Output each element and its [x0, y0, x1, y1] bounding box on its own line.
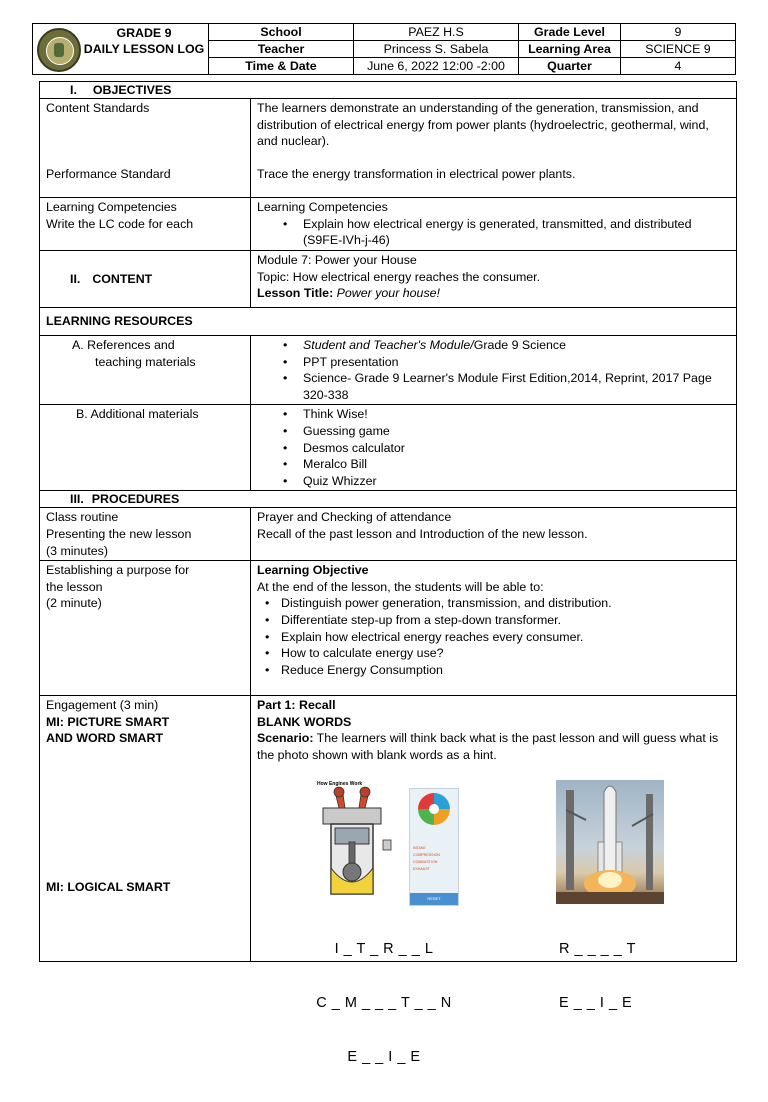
module-text: Module 7: Power your House [257, 253, 417, 267]
purpose-label-cell [40, 561, 251, 696]
content-heading-text: CONTENT [92, 271, 153, 286]
content-heading [40, 251, 251, 308]
objectives-heading-text: OBJECTIVES [92, 83, 172, 97]
rocket-launch-icon [556, 780, 664, 904]
lesson-title-label: Lesson Title: [257, 286, 334, 301]
material-item: • Quiz Whizzer [257, 473, 730, 490]
standards-text-cell [251, 99, 737, 198]
blank-words-right [559, 904, 669, 1048]
objective-item: • Explain how electrical energy reaches every consumer. [257, 629, 730, 646]
engine-diagram-icon [313, 784, 399, 902]
content-text-cell [251, 251, 737, 308]
standards-label-cell [40, 99, 251, 198]
purpose-duration: (2 minute) [46, 596, 102, 611]
time-date-value: June 6, 2022 12:00 -2:00 [354, 58, 519, 75]
presenting-label: Presenting the new lesson [46, 526, 192, 541]
topic-text: Topic: How electrical energy reaches the consumer. [257, 269, 541, 284]
competency-item: • Explain how electrical energy is generated, transmitted, and distributed (S9FE-IVh-j-46) [257, 216, 730, 249]
panel-item: INTAKE [413, 845, 426, 850]
header-table [32, 23, 736, 75]
competency-title: Learning Competencies [257, 200, 388, 214]
reference-item-module [257, 337, 730, 354]
scenario-label: Scenario: [257, 731, 314, 746]
reference-item-learners-module: • Science- Grade 9 Learner's Module First Edition,2014, Reprint, 2017 Page 320-338 [257, 370, 730, 403]
scenario-text: The learners will think back what is the past lesson and will guess what is the photo shown with blank words as a hint. [257, 731, 719, 762]
objectives-heading-num: I. [70, 83, 77, 97]
performance-standard-label: Performance Standard [46, 166, 171, 181]
engine-image [313, 776, 463, 904]
grade-level-label: Grade Level [519, 24, 621, 41]
mi-picture-smart: MI: PICTURE SMART [46, 714, 170, 729]
engagement-text-cell [251, 696, 737, 1065]
reference-module-grade: Grade 9 Science [473, 338, 566, 352]
panel-item: EXHAUST [413, 866, 430, 871]
panel-item: COMBUSTION [413, 859, 438, 864]
lesson-table [39, 81, 737, 1065]
content-standards-label: Content Standards [46, 101, 150, 115]
resources-heading: LEARNING RESOURCES [40, 308, 737, 336]
blank-words-left [309, 904, 459, 1102]
objective-item: • How to calculate energy use? [257, 645, 730, 662]
content-heading-num: II. [70, 271, 81, 286]
part-title: Part 1: Recall [257, 698, 336, 713]
learning-objective-title: Learning Objective [257, 563, 369, 578]
panel-item: COMPRESSION [413, 852, 440, 857]
purpose-text-cell [251, 561, 737, 696]
procedures-heading-text: PROCEDURES [91, 492, 180, 507]
routine-text-cell [251, 508, 737, 561]
routine-label-cell [40, 508, 251, 561]
learning-area-label: Learning Area [519, 41, 621, 58]
grade-level-value: 9 [621, 24, 736, 41]
procedures-heading [40, 491, 737, 508]
objective-item: • Differentiate step-up from a step-down transformer. [257, 612, 730, 629]
competency-label-cell [40, 198, 251, 251]
additional-materials-cell [251, 405, 737, 491]
quarter-value: 4 [621, 58, 736, 75]
school-value: PAEZ H.S [354, 24, 519, 41]
engagement-label-cell [40, 696, 251, 961]
blank-word: C _ M _ _ _ T _ _ N [316, 994, 452, 1011]
material-item: • Guessing game [257, 423, 730, 440]
competency-label: Learning Competencies [46, 200, 177, 214]
recall-text: Recall of the past lesson and Introduction of the new lesson. [257, 526, 588, 541]
header-title-log: DAILY LESSON LOG [83, 41, 205, 56]
engine-stroke-wheel-icon [418, 793, 450, 825]
engine-caption: How Engines Work [317, 780, 363, 787]
routine-text: Prayer and Checking of attendance [257, 510, 452, 525]
time-date-label: Time & Date [209, 58, 354, 75]
teaching-materials-label: teaching materials [95, 354, 196, 369]
routine-label: Class routine [46, 510, 119, 525]
content-standards-text: The learners demonstrate an understanding of the generation, transmission, and distribution of electrical energy from power plants (hydroelectric, geothermal, wind, and nuclear). [257, 101, 709, 149]
references-label-cell [40, 336, 251, 405]
quarter-label: Quarter [519, 58, 621, 75]
blank-word: E _ _ I _ E [347, 1048, 421, 1065]
purpose-label-cont: the lesson [46, 579, 103, 594]
procedures-heading-num: III. [70, 492, 84, 507]
learning-area-value: SCIENCE 9 [621, 41, 736, 58]
competency-text-cell [251, 198, 737, 251]
material-item: • Think Wise! [257, 406, 730, 423]
routine-duration: (3 minutes) [46, 543, 108, 558]
school-label: School [209, 24, 354, 41]
objective-item: • Distinguish power generation, transmission, and distribution. [257, 595, 730, 612]
header-title [83, 25, 205, 57]
lc-code-label: Write the LC code for each [46, 216, 194, 231]
mi-logical-smart: MI: LOGICAL SMART [46, 879, 171, 894]
blank-word: E _ _ I _ E [559, 994, 633, 1011]
engine-control-panel [409, 788, 459, 906]
references-list-cell [251, 336, 737, 405]
mi-word-smart: AND WORD SMART [46, 731, 164, 746]
blank-word: I _ T _ R _ _ L [334, 940, 434, 957]
reference-module-title: Student and Teacher's Module/ [303, 338, 474, 352]
engagement-label: Engagement (3 min) [46, 698, 159, 713]
header-title-cell [33, 24, 209, 75]
purpose-label: Establishing a purpose for [46, 563, 190, 578]
reference-item-ppt: • PPT presentation [257, 354, 730, 371]
blank-word: R _ _ _ _ T [559, 940, 636, 957]
rocket-image [556, 780, 664, 904]
school-seal-icon [37, 28, 81, 72]
blank-words-title: BLANK WORDS [257, 714, 352, 729]
objectives-heading [40, 82, 737, 99]
references-label: A. References and [72, 338, 175, 352]
objective-item: • Reduce Energy Consumption [257, 662, 730, 679]
teacher-label: Teacher [209, 41, 354, 58]
learning-objective-intro: At the end of the lesson, the students will be able to: [257, 579, 544, 594]
additional-materials-label: B. Additional materials [40, 405, 251, 491]
lesson-title-value: Power your house! [336, 286, 440, 301]
performance-standard-text: Trace the energy transformation in electrical power plants. [257, 166, 576, 181]
material-item: • Meralco Bill [257, 456, 730, 473]
teacher-value: Princess S. Sabela [354, 41, 519, 58]
panel-reset-button: RESET [410, 893, 458, 905]
material-item: • Desmos calculator [257, 440, 730, 457]
header-title-grade: GRADE 9 [116, 25, 172, 40]
